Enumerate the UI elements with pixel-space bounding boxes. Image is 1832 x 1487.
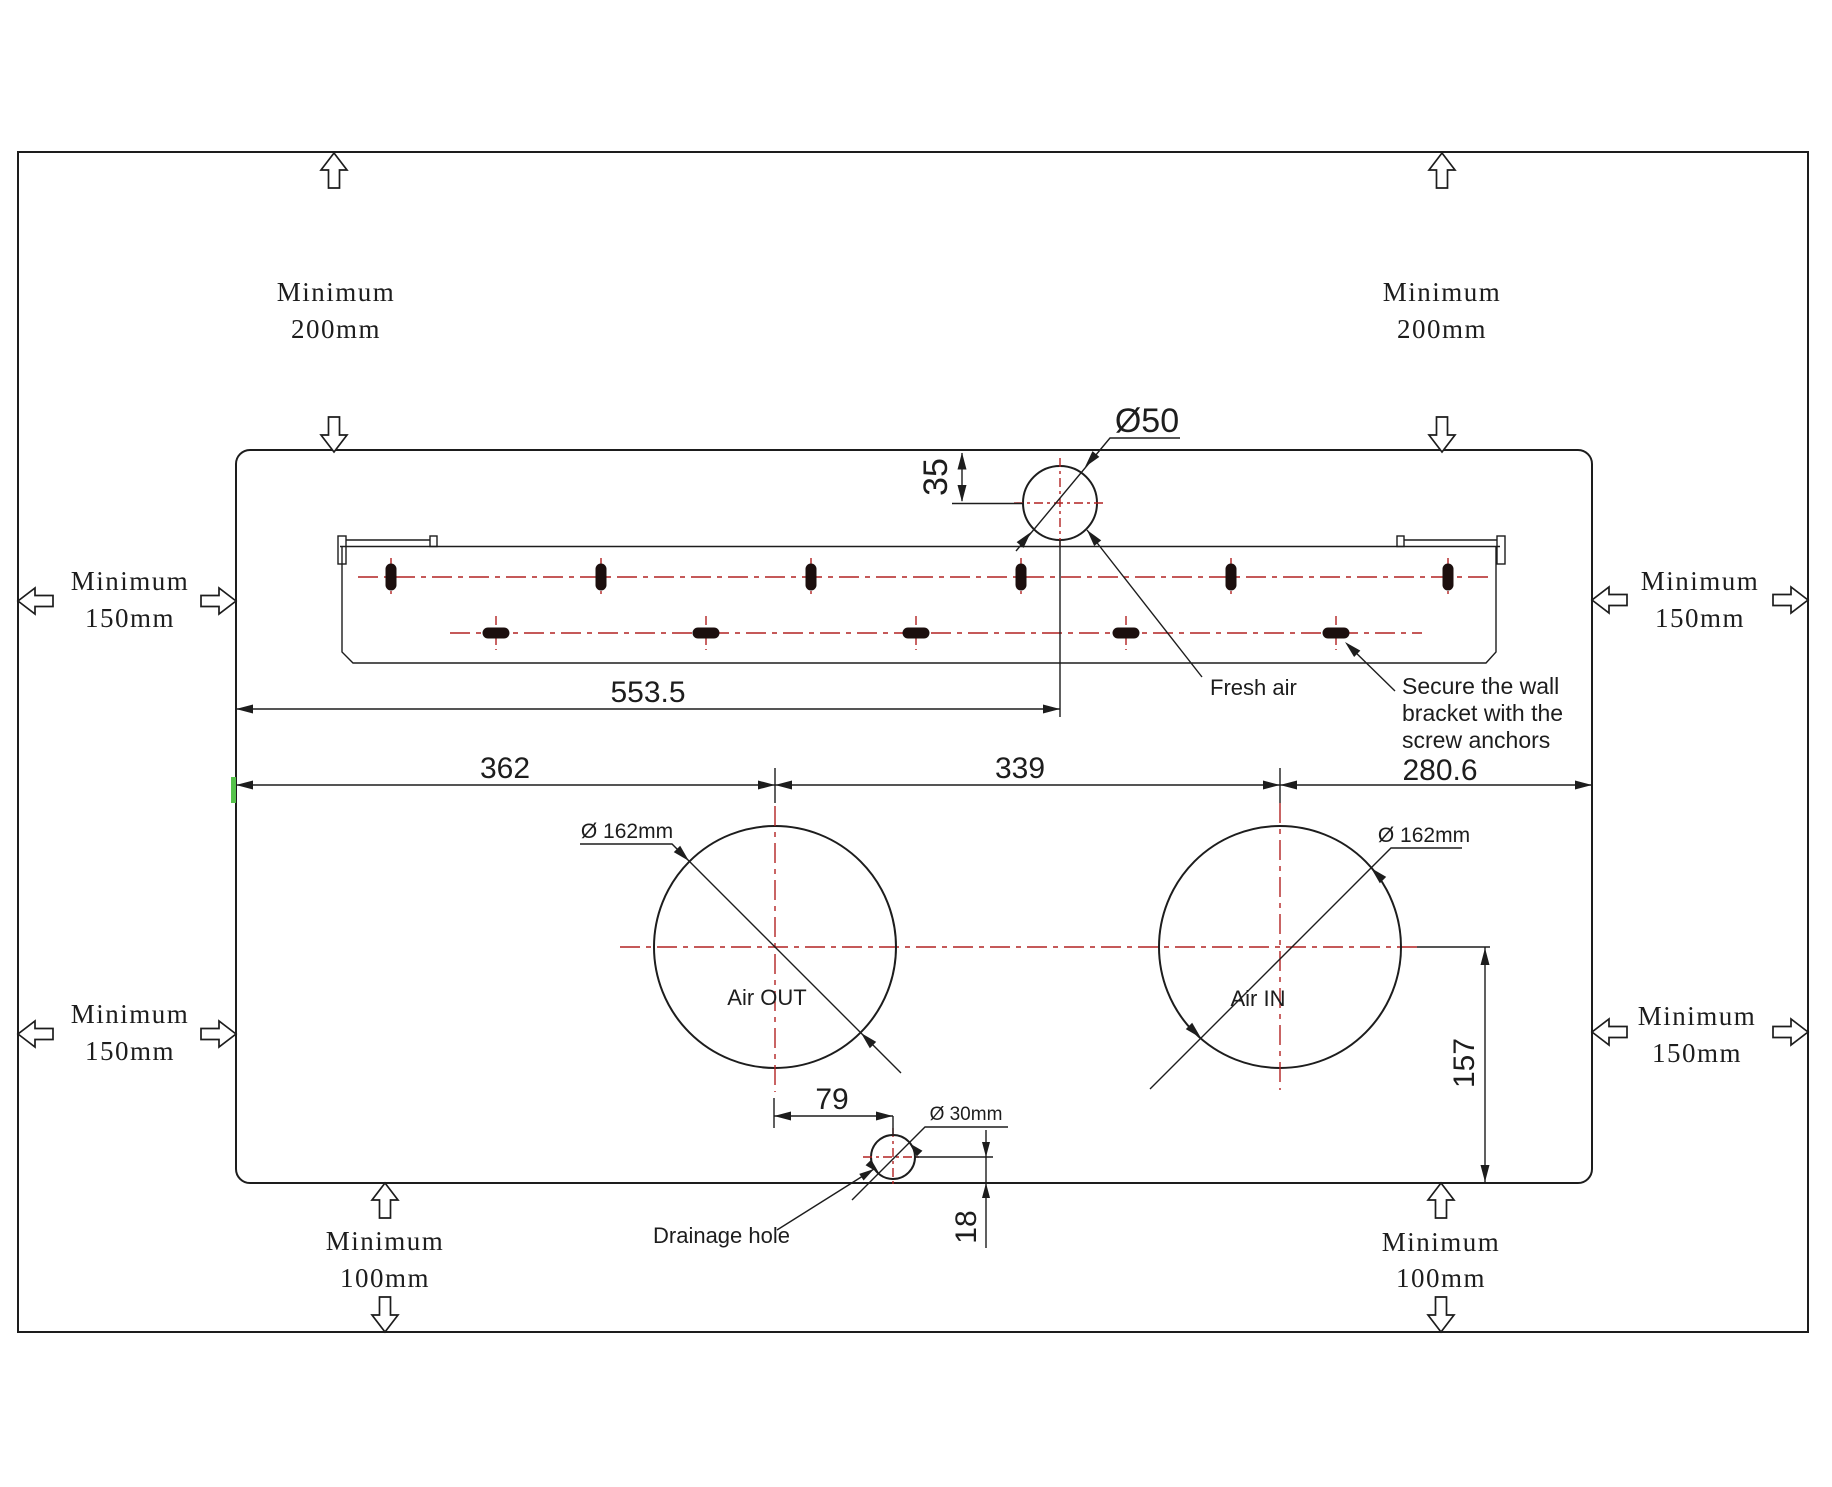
mounting-hole (386, 564, 397, 591)
clearance-right-upper-line1: Minimum (1640, 566, 1760, 596)
arrow-right-lower-left (201, 1021, 236, 1047)
dim-18-text: 18 (950, 1210, 983, 1244)
mounting-hole (1016, 564, 1027, 591)
arrow-down-top-left (321, 417, 347, 452)
arrow-up-top-left (321, 153, 347, 188)
clearance-top-left-line1: Minimum (276, 277, 396, 307)
mounting-hole (903, 628, 930, 639)
dim-157 (1448, 947, 1490, 1183)
clearance-right-lower-line1: Minimum (1637, 1001, 1757, 1031)
arrow-left-upper-left (18, 588, 53, 614)
mounting-hole (483, 628, 510, 639)
mounting-hole (1443, 564, 1454, 591)
air-in-label: Air IN (1230, 986, 1286, 1011)
air-out-label: Air OUT (727, 985, 807, 1010)
arrow-down-bottom-right (1428, 1297, 1454, 1332)
dim-280-6-text: 280.6 (1402, 754, 1478, 787)
dim-553-5 (236, 676, 1060, 714)
wall-bracket (338, 536, 1505, 663)
secure-bracket-line1: Secure the wall (1402, 673, 1560, 699)
arrow-left-upper-right (1592, 587, 1627, 613)
dim-chain (231, 752, 1592, 803)
dim-35: 35 (917, 458, 955, 496)
fresh-air-label: Fresh air (1210, 675, 1297, 700)
air-out-opening (580, 806, 901, 1092)
clearance-left-lower-line2: 150mm (84, 1036, 176, 1066)
mounting-hole (596, 564, 607, 591)
arrow-down-bottom-left (372, 1297, 398, 1332)
mounting-hole (1226, 564, 1237, 591)
secure-bracket-line3: screw anchors (1402, 727, 1551, 753)
arrow-up-bottom-left (372, 1183, 398, 1218)
clearance-right-upper-line2: 150mm (1654, 603, 1746, 633)
clearance-left-upper-line2: 150mm (84, 603, 176, 633)
clearance-bottom-left-line2: 100mm (339, 1263, 431, 1293)
arrow-up-bottom-right (1428, 1183, 1454, 1218)
arrow-down-top-right (1429, 417, 1455, 452)
arrow-right-lower-right (1773, 1019, 1808, 1045)
clearance-right-lower-line2: 150mm (1651, 1038, 1743, 1068)
air-in-diameter-label: Ø 162mm (1377, 824, 1471, 847)
dim-157-text: 157 (1448, 1037, 1481, 1089)
unit-outline (236, 450, 1592, 1183)
fresh-air-diameter-label: Ø50 (1114, 402, 1180, 440)
drainage-hole-label: Drainage hole (653, 1223, 790, 1248)
secure-bracket-callout (1342, 639, 1563, 753)
arrow-right-upper-left (201, 588, 236, 614)
mounting-hole (693, 628, 720, 639)
clearance-left-upper-line1: Minimum (70, 566, 190, 596)
arrow-up-top-right (1429, 153, 1455, 188)
clearance-left-lower-line1: Minimum (70, 999, 190, 1029)
dim-79-text: 79 (815, 1083, 849, 1116)
dim-362-text: 362 (479, 752, 531, 785)
clearance-bottom-right-line1: Minimum (1381, 1227, 1501, 1257)
drain-diameter-label: Ø 30mm (929, 1104, 1003, 1125)
arrow-left-lower-left (18, 1021, 53, 1047)
bracket-right-tab (1497, 536, 1505, 564)
drainage-hole (653, 1083, 1008, 1248)
clearance-top-right-line1: Minimum (1382, 277, 1502, 307)
clearance-top-right-line2: 200mm (1396, 314, 1488, 344)
dim-553-5-text: 553.5 (610, 676, 686, 709)
bracket-plate (342, 547, 1496, 663)
arrow-left-lower-right (1592, 1019, 1627, 1045)
green-reference-tick (231, 777, 236, 803)
dim-339-text: 339 (994, 752, 1046, 785)
clearance-top-left-line2: 200mm (290, 314, 382, 344)
arrow-right-upper-right (1773, 587, 1808, 613)
clearance-bottom-left-line1: Minimum (325, 1226, 445, 1256)
mounting-hole (1323, 628, 1350, 639)
secure-bracket-line2: bracket with the (1402, 700, 1564, 726)
clearance-bottom-right-line2: 100mm (1395, 1263, 1487, 1293)
air-out-diameter-label: Ø 162mm (580, 820, 674, 843)
mounting-hole (806, 564, 817, 591)
mounting-hole (1113, 628, 1140, 639)
